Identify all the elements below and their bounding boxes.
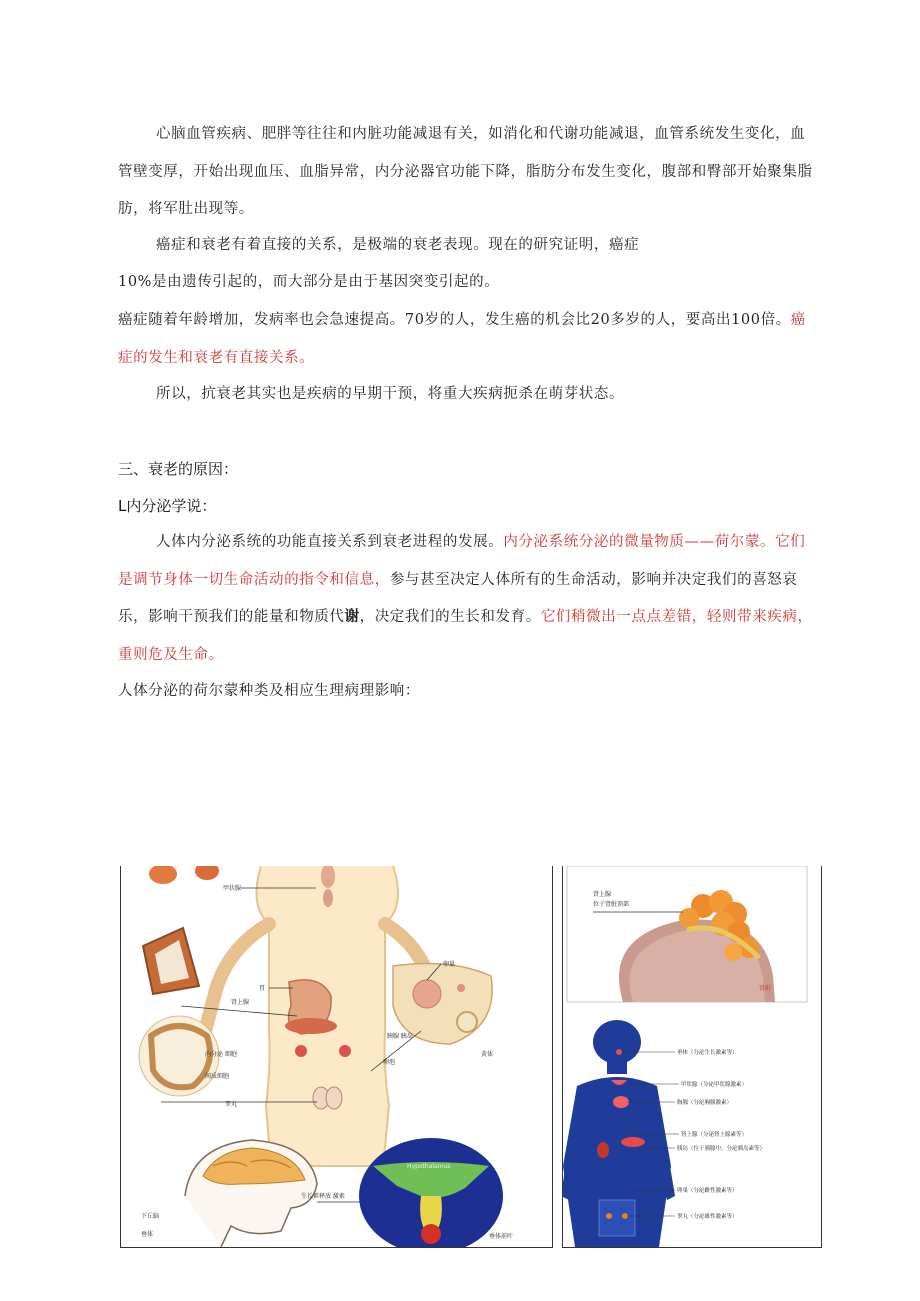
label-ovary: 卵巢 [443, 961, 456, 968]
label-corpus: 黄体 [481, 1051, 494, 1058]
hormone-organs-illustration [563, 866, 821, 1247]
paragraph-cancer-line2 [118, 264, 820, 302]
hormone-organs-figure [562, 866, 822, 1248]
label-pituitary-gland: 垂体（分泌生长激素等） [677, 1050, 738, 1056]
label-thyroid-gland: 甲状腺（分泌甲状腺激素） [681, 1082, 748, 1088]
label-follicle: 卵泡 [383, 1059, 396, 1066]
label-interstitial: 间质细胞 [205, 1073, 230, 1080]
section-heading: 三、衰老的原因： [118, 460, 239, 478]
label-pancreas-islets: 胰岛（位于胰腺中，分泌胰岛素等） [677, 1146, 766, 1152]
label-hypothalamus-en: Hypothalamus [407, 1163, 451, 1170]
endocrine-anatomy-figure [120, 866, 553, 1248]
label-gh-release: 生长素释放 激素 [301, 1193, 345, 1200]
paragraph-cardio-text: 心脑血管疾病、肥胖等往往和内脏功能减退有关，如消化和代谢功能减退，血管系统发生变化，血管壁变厚，开始出现血压、血脂异常，内分泌器官功能下降，脂肪分布发生变化，腹部和臀部开始聚集脂肪，将军肚出现等。 [118, 126, 813, 217]
label-adrenal-body: 肾上腺（分泌肾上腺素等） [681, 1132, 748, 1138]
endocrine-text-1: 人体内分泌系统的功能直接关系到衰老进程的发展。 [156, 534, 504, 550]
endocrine-text-bold: 谢 [344, 609, 360, 625]
endocrine-text-2: 参与甚至决定人体所有的生命活动，影响并决定我们的喜怒哀乐，影响干预我们的能量和物质代 [118, 571, 798, 625]
endocrine-anatomy-illustration [121, 866, 552, 1247]
paragraph-hormone-types [118, 673, 820, 711]
paragraph-cancer-age [118, 302, 820, 377]
paragraph-cancer-line1 [118, 227, 820, 265]
label-endocrine-cells: 内分泌 细胞 [205, 1051, 237, 1058]
label-hypothalamus: 下丘脑 [141, 1213, 160, 1220]
endocrine-text-red-2: 它们稍微出一点点差错，轻则带来疾病，重则危及生命。 [118, 609, 813, 663]
label-kidney: 肾脏 [759, 985, 772, 992]
hormone-types-text: 人体分泌的荷尔蒙种类及相应生理病理影响： [118, 683, 420, 699]
paragraph-anti-aging-text: 所以，抗衰老其实也是疾病的早期干预，将重大疾病扼杀在萌芽状态。 [156, 386, 625, 402]
label-thyroid: 甲状腺 [223, 885, 242, 892]
label-adrenal-location: 位于肾脏顶部 [593, 901, 630, 908]
testis-icon [326, 1087, 342, 1109]
endocrine-text-3: ，决定我们的生长和发育。 [359, 609, 541, 625]
paragraph-cancer-age-text: 癌症随着年龄增加，发病率也会急速提高。70岁的人，发生癌的机会比20多岁的人，要高出100倍。 [118, 312, 791, 328]
label-pituitary: 垂体 [141, 1231, 154, 1238]
sub-heading-endocrine: L内分泌学说： [118, 497, 217, 515]
label-testis-body: 睾丸（分泌雄性激素等） [677, 1214, 738, 1220]
label-adrenal-right: 肾上腺 [593, 891, 612, 898]
paragraph-cancer-text2: 10%是由遗传引起的，而大部分是由于基因突变引起的。 [118, 274, 500, 290]
label-stomach: 胃 [259, 985, 266, 992]
label-adrenal: 肾上腺 [231, 999, 250, 1006]
endocrine-text-red-1: 内分泌系统分泌的微量物质——荷尔蒙。它们是调节身体一切生命活动的指令和信息， [118, 534, 806, 588]
label-pancreas: 胰腺 胰岛 [387, 1033, 413, 1040]
ovary-icon [393, 964, 492, 1044]
label-ovary-body: 卵巢（分泌雌性激素等） [677, 1188, 738, 1194]
organ-top-left-icon [149, 866, 177, 884]
label-testis: 睾丸 [225, 1101, 238, 1108]
label-thymus: 胸腺（分泌胸腺激素） [677, 1100, 733, 1106]
paragraph-anti-aging [118, 376, 820, 414]
paragraph-cancer-text1: 癌症和衰老有着直接的关系，是极端的衰老表现。现在的研究证明，癌症 [156, 237, 640, 253]
paragraph-cardio [118, 116, 820, 229]
paragraph-endocrine [118, 524, 820, 674]
paragraph-cancer-age-red: 癌症的发生和衰老有直接关系。 [118, 312, 806, 366]
label-pituitary-anterior: 垂体前叶 [489, 1233, 514, 1240]
